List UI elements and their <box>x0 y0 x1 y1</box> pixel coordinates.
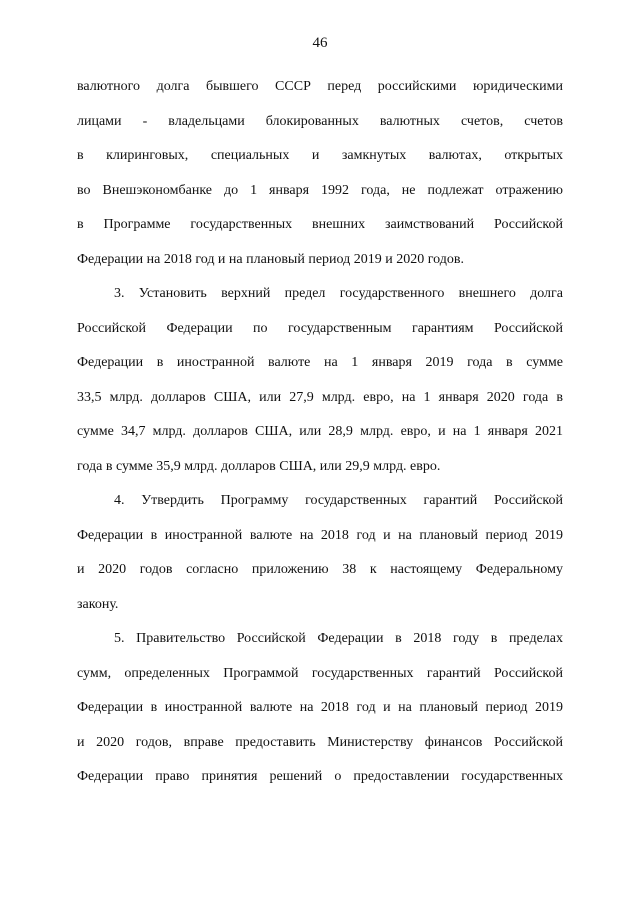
text-line: в клиринговых, специальных и замкнутых валютах, открытых <box>77 148 563 163</box>
text-line: во Внешэкономбанке до 1 января 1992 года, не подлежат отражению <box>77 182 563 198</box>
text-line: года в сумме 35,9 млрд. долларов США, или 29,9 млрд. евро. <box>77 458 441 474</box>
paragraph-continuation <box>77 70 563 277</box>
text-line: сумме 34,7 млрд. долларов США, или 28,9 млрд. евро, и на 1 января 2021 <box>77 424 563 439</box>
paragraph-5 <box>77 622 563 795</box>
text-line: в Программе государственных внешних заимствований Российской <box>77 217 563 232</box>
text-line: Федерации в иностранной валюте на 1 января 2019 года в сумме <box>77 355 563 370</box>
text-line: Федерации в иностранной валюте на 2018 год и на плановый период 2019 <box>77 527 563 543</box>
text-line: Российской Федерации по государственным гарантиям Российской <box>77 320 563 336</box>
text-line: валютного долга бывшего СССР перед российскими юридическими <box>77 79 563 94</box>
text-line: и 2020 годов согласно приложению 38 к настоящему Федеральному <box>77 562 563 577</box>
text-line: 3. Установить верхний предел государственного внешнего долга <box>114 286 563 301</box>
text-line: 5. Правительство Российской Федерации в 2018 году в пределах <box>114 631 563 646</box>
paragraph-4 <box>77 484 563 622</box>
paragraph-3 <box>77 277 563 484</box>
text-line: лицами - владельцами блокированных валютных счетов, счетов <box>77 113 563 129</box>
text-line: закону. <box>77 596 119 612</box>
text-line: 4. Утвердить Программу государственных гарантий Российской <box>114 493 563 508</box>
text-line: 33,5 млрд. долларов США, или 27,9 млрд. евро, на 1 января 2020 года в <box>77 389 563 405</box>
text-line: Федерации право принятия решений о предоставлении государственных <box>77 769 563 784</box>
page-number: 46 <box>312 35 328 51</box>
document-body <box>77 70 563 795</box>
text-line: сумм, определенных Программой государственных гарантий Российской <box>77 665 563 681</box>
text-line: и 2020 годов, вправе предоставить Министерству финансов Российской <box>77 734 563 750</box>
text-line: Федерации на 2018 год и на плановый период 2019 и 2020 годов. <box>77 251 464 267</box>
text-line: Федерации в иностранной валюте на 2018 год и на плановый период 2019 <box>77 700 563 715</box>
